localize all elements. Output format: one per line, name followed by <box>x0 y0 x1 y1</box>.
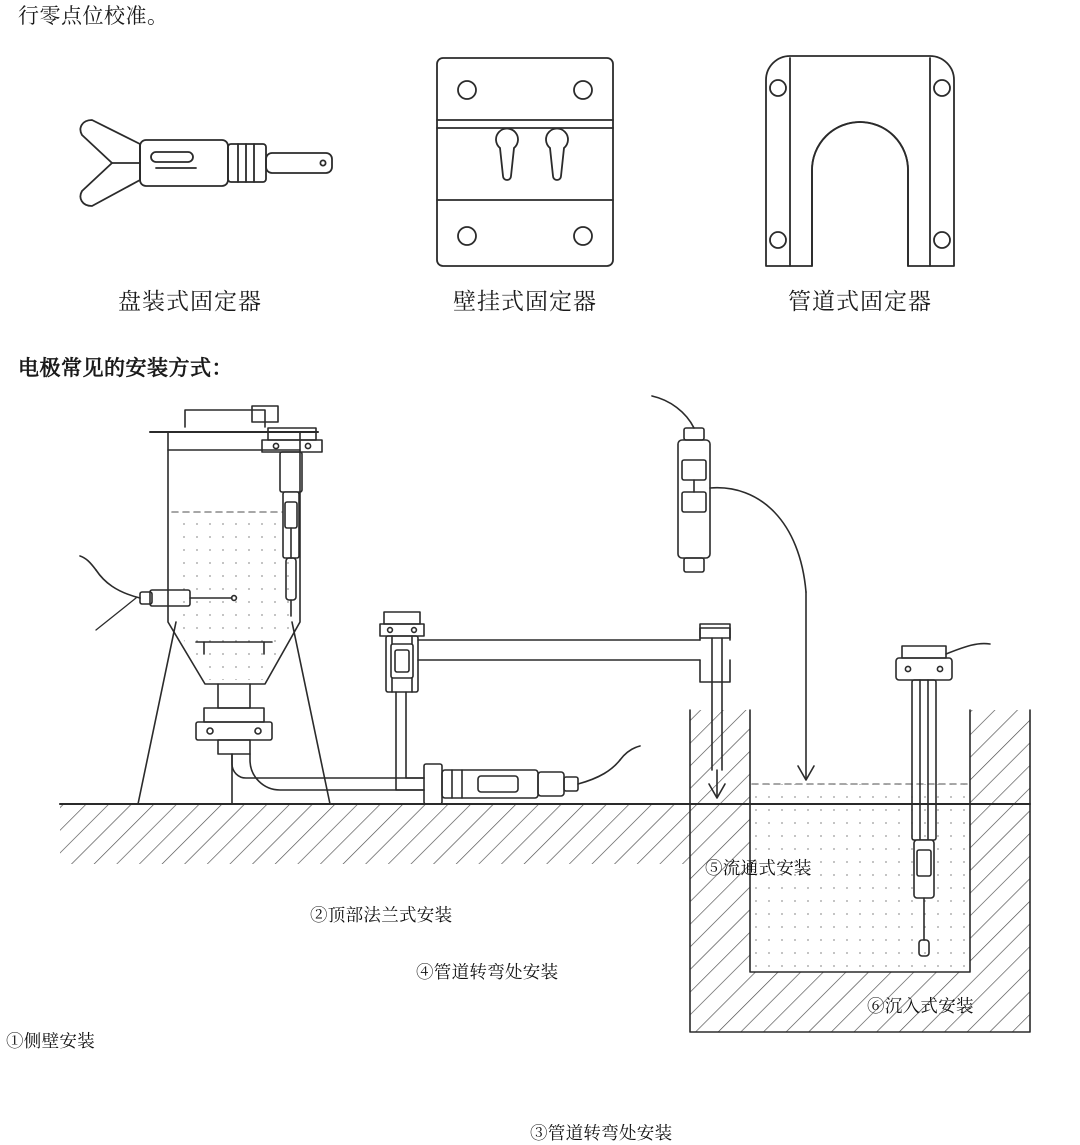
section-title: 电极常见的安装方式： <box>18 357 233 380</box>
wall-mount-fixture-icon <box>355 40 695 285</box>
fixture-item-pipe <box>690 40 1030 330</box>
fixture-caption: 盘装式固定器 <box>118 288 262 314</box>
electrode-installation-methods-diagram <box>0 392 1080 1143</box>
diagram-label-3: ③管道转弯处安装 <box>530 1123 673 1143</box>
fixture-item-wall <box>355 40 695 330</box>
pipe-mount-fixture-icon <box>690 40 1030 285</box>
panel-mount-fixture-icon <box>20 40 360 285</box>
fixture-illustration-row <box>0 40 1080 330</box>
diagram-label-5: ⑤流通式安装 <box>705 858 812 878</box>
diagram-label-6: ⑥沉入式安装 <box>867 996 974 1016</box>
fixture-caption: 管道式固定器 <box>788 288 932 314</box>
lead-paragraph: 行零点位校准。 <box>18 5 169 28</box>
fixture-caption: 壁挂式固定器 <box>453 288 597 314</box>
diagram-label-2: ②顶部法兰式安装 <box>310 905 453 925</box>
diagram-label-1: ①侧壁安装 <box>6 1031 95 1051</box>
diagram-label-4: ④管道转弯处安装 <box>416 962 559 982</box>
fixture-item-panel <box>20 40 360 330</box>
